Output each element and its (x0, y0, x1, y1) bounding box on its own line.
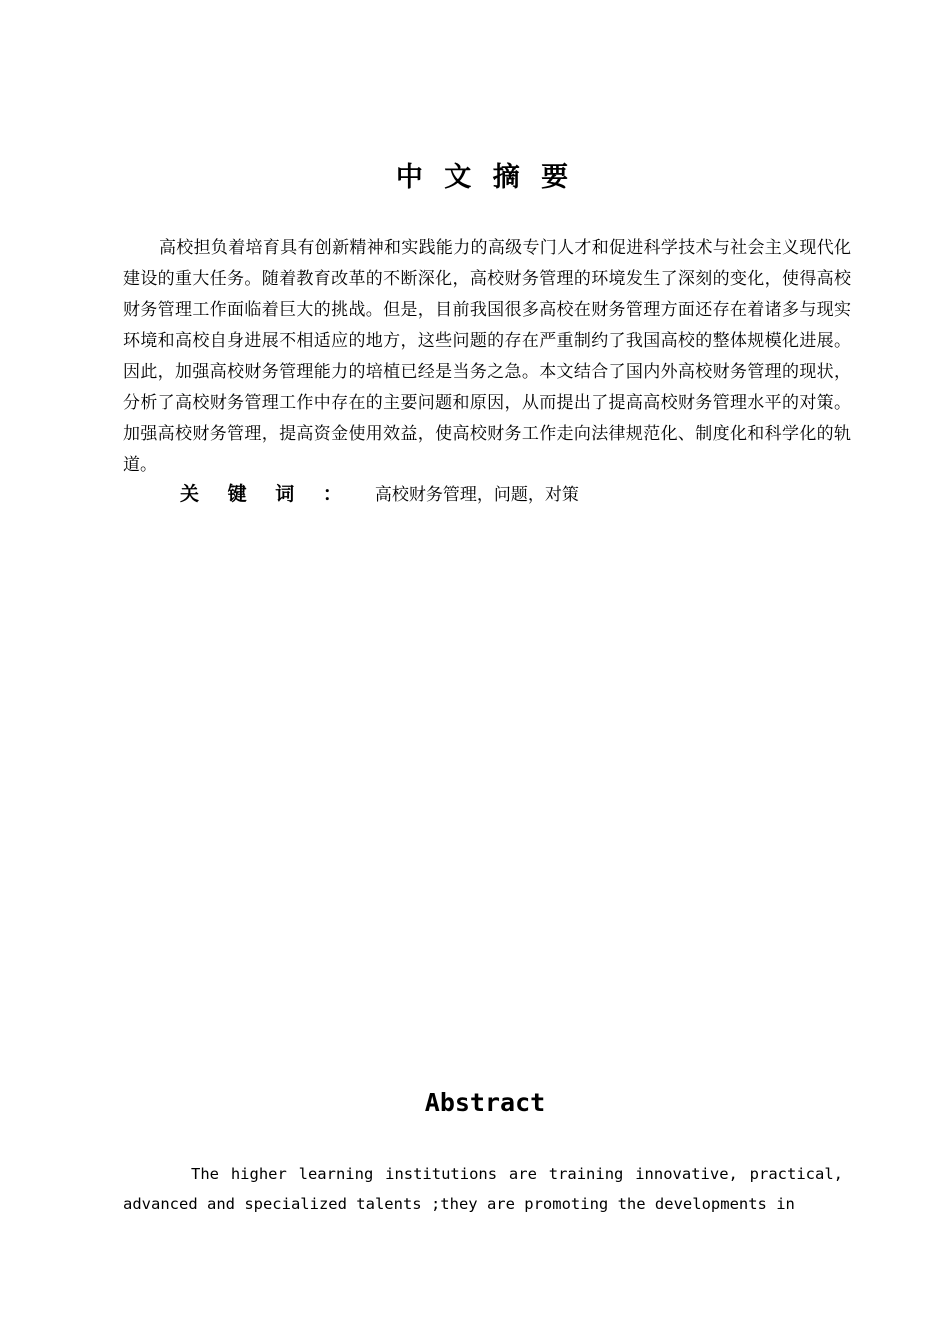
keywords-value: 高校财务管理，问题，对策 (374, 485, 579, 505)
english-abstract-body: The higher learning institutions are training innovative, practical, advanced and specialized talents ;they are promoting the developments in (123, 1165, 843, 1213)
english-abstract-title: Abstract (424, 1088, 546, 1117)
keywords-line (180, 479, 579, 511)
chinese-abstract-body: 高校担负着培育具有创新精神和实践能力的高级专门人才和促进科学技术与社会主义现代化建设的重大任务。随着教育改革的不断深化，高校财务管理的环境发生了深刻的变化，使得高校财务管理工作面临着巨大的挑战。但是，目前我国很多高校在财务管理方面还存在着诸多与现实环境和高校自身进展不相适应的地方，这些问题的存在严重制约了我国高校的整体规模化进展。因此，加强高校财务管理能力的培植已经是当务之急。本文结合了国内外高校财务管理的现状，分析了高校财务管理工作中存在的主要问题和原因，从而提出了提高高校财务管理水平的对策。加强高校财务管理，提高资金使用效益，使高校财务工作走向法律规范化、制度化和科学化的轨道。 (123, 238, 851, 475)
keywords-label: 关 键 词 ： (180, 483, 353, 505)
chinese-abstract-title: 中 文 摘 要 (395, 162, 575, 193)
